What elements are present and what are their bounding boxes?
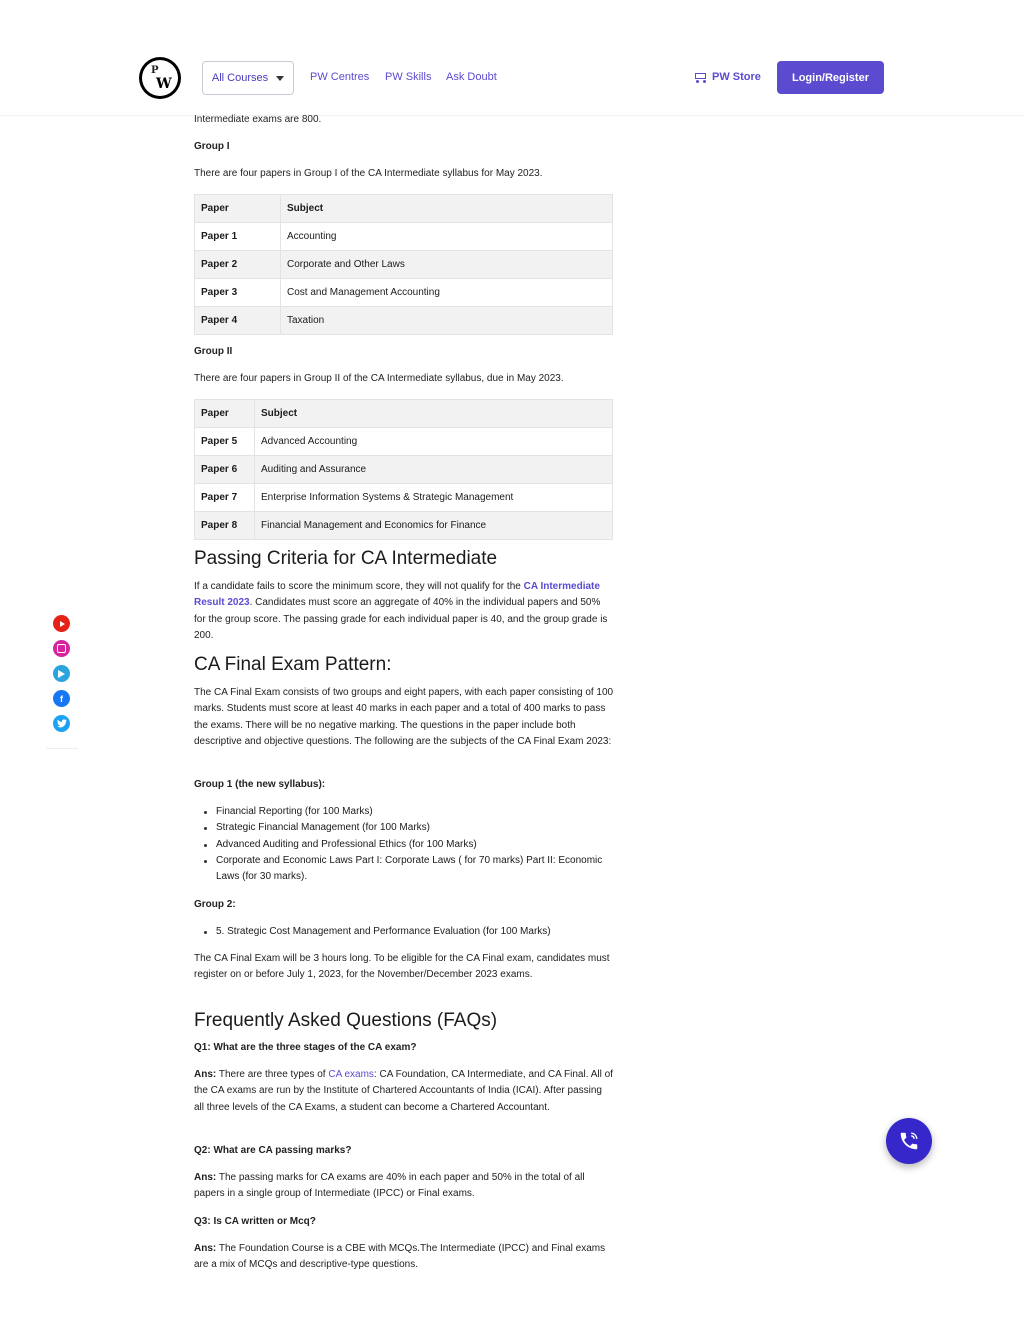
- group2-heading: Group II: [194, 346, 233, 357]
- table-row: [195, 428, 613, 456]
- telegram-icon[interactable]: [53, 665, 70, 682]
- faq-title: Frequently Asked Questions (FAQs): [194, 1010, 498, 1031]
- group2-table: [194, 399, 613, 540]
- passing-text-post: . Candidates must score an aggregate of 40% in the individual papers and 50% for the group score. The passing grade for each individual paper is 40, and the group grade is 200.: [194, 597, 608, 641]
- table-header-cell: Paper: [195, 195, 281, 223]
- call-button[interactable]: [886, 1118, 932, 1164]
- table-cell: Auditing and Assurance: [255, 456, 613, 484]
- final-group1-list: [194, 804, 614, 885]
- facebook-icon[interactable]: f: [53, 690, 70, 707]
- table-cell: Paper 4: [195, 307, 281, 335]
- final-group1-heading: Group 1 (the new syllabus):: [194, 779, 326, 790]
- pw-store-link[interactable]: [693, 71, 761, 83]
- passing-text-pre: If a candidate fails to score the minimum score, they will not qualify for the: [194, 581, 524, 592]
- table-header-cell: Subject: [255, 400, 613, 428]
- phone-icon: [898, 1130, 920, 1152]
- table-row: [195, 251, 613, 279]
- table-row: [195, 456, 613, 484]
- nav-pw-centres[interactable]: PW Centres: [310, 71, 370, 83]
- all-courses-dropdown[interactable]: [202, 61, 294, 95]
- nav-pw-skills[interactable]: PW Skills: [385, 71, 432, 83]
- logo-letter-w: W: [156, 76, 172, 92]
- table-row: [195, 279, 613, 307]
- table-cell: Paper 1: [195, 223, 281, 251]
- answer-text: The passing marks for CA exams are 40% in each paper and 50% in the total of all papers in a single group of Intermediate (IPCC) or Final exams.: [194, 1172, 585, 1200]
- all-courses-label: All Courses: [211, 72, 269, 84]
- table-header-cell: Subject: [281, 195, 613, 223]
- faq-question-3: Q3: Is CA written or Mcq?: [194, 1216, 316, 1227]
- table-cell: Taxation: [281, 307, 613, 335]
- faq-answer-1: [194, 1067, 614, 1116]
- table-row: [195, 484, 613, 512]
- answer-text: The Foundation Course is a CBE with MCQs.The Intermediate (IPCC) and Final exams are a mix of MCQs and descriptive-type questions.: [194, 1243, 606, 1271]
- ans-label: Ans:: [194, 1069, 217, 1080]
- final-group2-heading: Group 2:: [194, 899, 236, 910]
- list-item: Strategic Financial Management (for 100 Marks): [194, 820, 614, 836]
- pw-logo[interactable]: [139, 57, 181, 99]
- table-cell: Paper 8: [195, 512, 255, 540]
- group1-table: [194, 194, 613, 335]
- ans-label: Ans:: [194, 1243, 217, 1254]
- ca-intermediate-result-link[interactable]: CA Intermediate Result 2023: [194, 581, 600, 609]
- site-header: [0, 0, 1024, 116]
- login-register-button[interactable]: Login/Register: [777, 61, 884, 94]
- instagram-icon[interactable]: [53, 640, 70, 657]
- table-header-row: [195, 195, 613, 223]
- table-cell: Enterprise Information Systems & Strategic Management: [255, 484, 613, 512]
- group1-heading: Group I: [194, 141, 230, 152]
- faq-answer-2: [194, 1170, 614, 1203]
- group2-text: There are four papers in Group II of the CA Intermediate syllabus, due in May 2023.: [194, 373, 564, 384]
- answer-text: : CA Foundation, CA Intermediate, and CA Final. All of the CA exams are run by the Institute of Chartered Accountants of India (ICAI). After passing all three levels of the CA Exams, a student can become a Chartered Accountant.: [194, 1069, 613, 1113]
- final-group2-list: [194, 924, 614, 940]
- cart-icon: [693, 71, 707, 83]
- ca-exams-link[interactable]: CA exams: [328, 1069, 374, 1080]
- intro-line: Intermediate exams are 800.: [194, 114, 322, 125]
- list-item: 5. Strategic Cost Management and Performance Evaluation (for 100 Marks): [194, 924, 614, 940]
- social-sidebar: [46, 607, 78, 749]
- twitter-icon[interactable]: [53, 715, 70, 732]
- table-header-cell: Paper: [195, 400, 255, 428]
- pw-store-label: PW Store: [712, 71, 761, 83]
- passing-criteria-title: Passing Criteria for CA Intermediate: [194, 548, 498, 569]
- ca-final-title: CA Final Exam Pattern:: [194, 654, 392, 675]
- faq-question-1: Q1: What are the three stages of the CA exam?: [194, 1042, 417, 1053]
- table-cell: Paper 5: [195, 428, 255, 456]
- table-row: [195, 512, 613, 540]
- faq-answer-3: [194, 1241, 614, 1274]
- list-item: Corporate and Economic Laws Part I: Corporate Laws ( for 70 marks) Part II: Economic Laws (for 30 marks).: [194, 853, 614, 886]
- table-cell: Cost and Management Accounting: [281, 279, 613, 307]
- ca-final-text: The CA Final Exam consists of two groups and eight papers, with each paper consisting of 100 marks. Students must score at least 40 marks in each paper and a total of 400 marks to pass the exams. There will be no negative marking. The questions in the paper include both descriptive and objective questions. The following are the subjects of the CA Final Exam 2023:: [194, 687, 614, 747]
- passing-criteria-text: [194, 579, 614, 644]
- ans-label: Ans:: [194, 1172, 217, 1183]
- answer-text: There are three types of: [216, 1069, 329, 1080]
- chevron-down-icon: [276, 76, 284, 81]
- table-cell: Financial Management and Economics for Finance: [255, 512, 613, 540]
- table-cell: Paper 6: [195, 456, 255, 484]
- ca-final-duration: The CA Final Exam will be 3 hours long. To be eligible for the CA Final exam, candidates must register on or before July 1, 2023, for the November/December 2023 exams.: [194, 953, 610, 981]
- table-row: [195, 307, 613, 335]
- youtube-icon[interactable]: [53, 615, 70, 632]
- table-cell: Paper 7: [195, 484, 255, 512]
- table-cell: Paper 3: [195, 279, 281, 307]
- table-cell: Advanced Accounting: [255, 428, 613, 456]
- faq-question-2: Q2: What are CA passing marks?: [194, 1145, 352, 1156]
- table-cell: Accounting: [281, 223, 613, 251]
- table-row: [195, 223, 613, 251]
- nav-ask-doubt[interactable]: Ask Doubt: [446, 71, 497, 83]
- table-cell: Corporate and Other Laws: [281, 251, 613, 279]
- table-header-row: [195, 400, 613, 428]
- logo-letter-p: P: [151, 65, 159, 76]
- logo-mark: [142, 60, 178, 96]
- list-item: Financial Reporting (for 100 Marks): [194, 804, 614, 820]
- group1-text: There are four papers in Group I of the CA Intermediate syllabus for May 2023.: [194, 168, 543, 179]
- table-cell: Paper 2: [195, 251, 281, 279]
- list-item: Advanced Auditing and Professional Ethics (for 100 Marks): [194, 837, 614, 853]
